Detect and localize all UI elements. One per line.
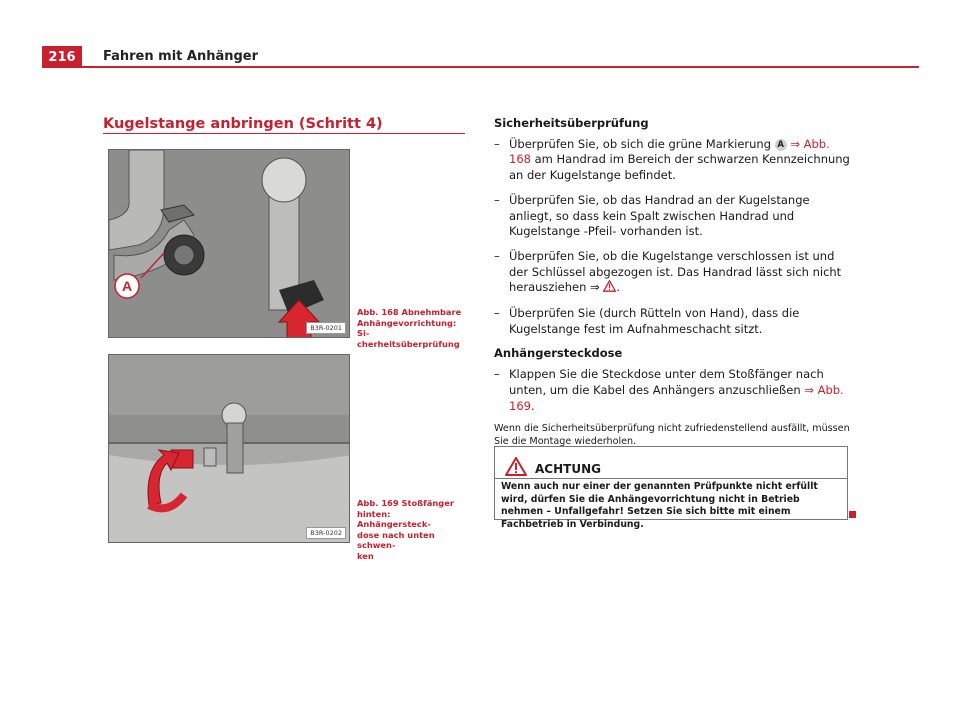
chapter-title: Fahren mit Anhänger [103, 49, 259, 64]
item-text: Überprüfen Sie, ob sich die grüne Markierung [509, 136, 775, 151]
item-text: Klappen Sie die Steckdose unter dem Stoßfänger nach unten, um die Kabel des Anhängers anzuschließen [509, 367, 824, 397]
warning-body: Wenn auch nur einer der genannten Prüfpunkte nicht erfüllt wird, dürfen Sie die Anhängevorrichtung nicht in Betrieb nehmen – Unfallgefahr! Setzen Sie sich bitte mit einem Fachbetrieb in Verbindung. [501, 481, 818, 530]
page-number: 216 [42, 46, 82, 68]
figure-marker-a: A [121, 278, 133, 294]
figure-link-169[interactable]: ⇒ Abb. 169 [509, 382, 844, 413]
warning-divider [495, 478, 847, 479]
caption-line: Anhängevorrichtung: Si- [357, 317, 457, 338]
caption-line: cherheitsüberprüfung [357, 338, 460, 349]
figure-caption-168 [357, 307, 467, 349]
figure-tow-bar-check [108, 149, 350, 338]
note-text: Wenn die Sicherheitsüberprüfung nicht zufriedenstellend ausfällt, müssen Sie die Montage wiederholen. [494, 423, 850, 447]
list-item [494, 193, 854, 240]
item-text: . [530, 398, 535, 413]
warning-triangle-icon [505, 457, 527, 480]
caption-line: hinten: Anhängersteck- [357, 508, 431, 529]
header-rule [82, 66, 919, 68]
figure-link-168[interactable]: ⇒ Abb. 168 [509, 136, 830, 167]
section-title: Kugelstange anbringen (Schritt 4) [103, 116, 383, 132]
instructions-column [494, 116, 854, 448]
tow-bar-illustration [109, 150, 350, 338]
list-item [494, 137, 854, 184]
item-text: Überprüfen Sie (durch Rütteln von Hand), dass die Kugelstange fest im Aufnahmeschacht sitzt. [509, 306, 800, 336]
marker-a-badge: A [775, 139, 787, 151]
item-text: Überprüfen Sie, ob die Kugelstange verschlossen ist und der Schlüssel abgezogen ist. Das Handrad lässt sich nicht herausziehen ⇒ [509, 248, 842, 295]
figure-caption-169 [357, 498, 467, 561]
item-text: . [616, 280, 620, 295]
list-dash: – [494, 306, 500, 321]
end-of-section-marker-icon [849, 511, 856, 518]
item-text: am Handrad im Bereich der schwarzen Kennzeichnung an der Kugelstange befindet. [509, 152, 850, 183]
bumper-illustration [109, 355, 350, 543]
caption-line: dose nach unten schwen- [357, 529, 435, 550]
item-text: Überprüfen Sie, ob das Handrad an der Kugelstange anliegt, so dass kein Spalt zwischen Handrad und Kugelstange -Pfeil- vorhanden ist. [509, 192, 810, 239]
list-item [494, 367, 854, 414]
list-dash: – [494, 192, 500, 207]
caption-line: ken [357, 550, 374, 561]
figure-bumper-socket [108, 354, 350, 543]
section-rule [103, 133, 465, 134]
subhead-trailer-socket: Anhängersteckdose [494, 346, 623, 361]
list-item [494, 249, 854, 297]
caption-line: Abb. 168 Abnehmbare [357, 307, 462, 317]
list-dash: – [494, 367, 500, 382]
warning-title: ACHTUNG [535, 461, 601, 476]
figure-code: B3R-0202 [306, 527, 346, 539]
warning-box [494, 446, 848, 530]
warning-triangle-icon[interactable] [603, 280, 616, 297]
caption-line: Abb. 169 Stoßfänger [357, 498, 454, 508]
subhead-safety-check: Sicherheitsüberprüfung [494, 116, 649, 130]
list-item [494, 306, 854, 337]
list-dash: – [494, 248, 500, 263]
warning-header [505, 457, 601, 480]
figure-code: B3R-0201 [306, 322, 346, 334]
list-dash: – [494, 136, 500, 151]
